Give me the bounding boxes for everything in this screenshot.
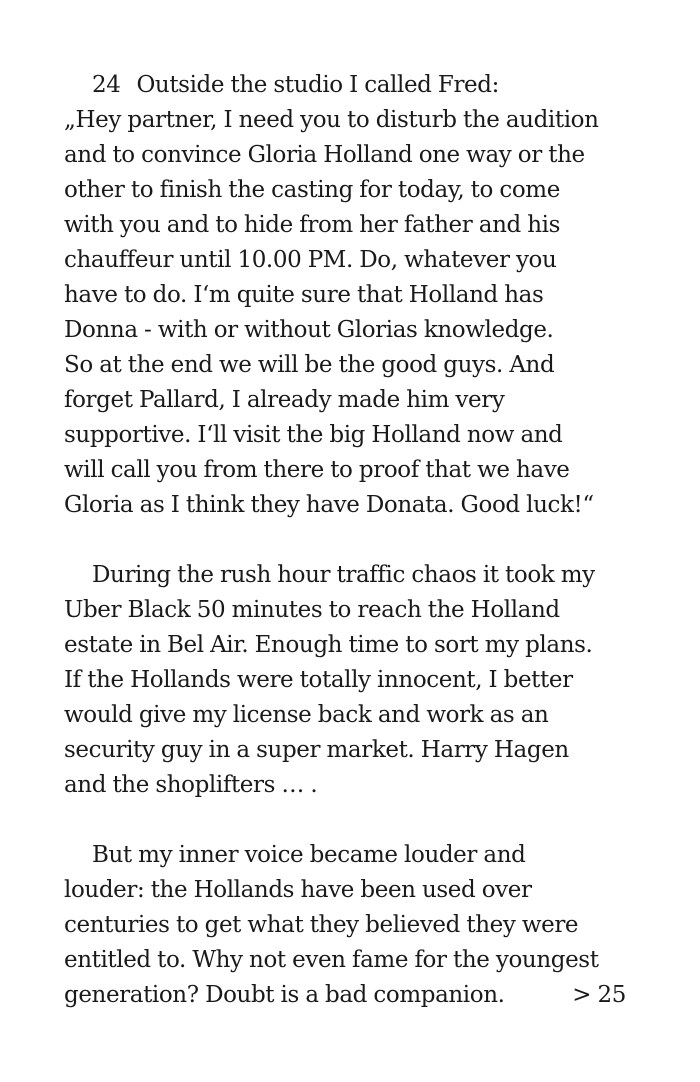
paragraph-1-opening: Outside the studio I called Fred: (136, 72, 499, 98)
text-line: entitled to. Why not even fame for the youngest (64, 947, 599, 973)
text-line: During the rush hour traffic chaos it took my (92, 562, 595, 588)
text-line-last (64, 978, 626, 1013)
text-line: louder: the Hollands have been used over (64, 877, 532, 903)
page-number: 24 (92, 72, 121, 98)
text-line: forget Pallard, I already made him very (64, 387, 505, 413)
next-page-indicator: > 25 (572, 982, 626, 1008)
text-line: supportive. I‘ll visit the big Holland now and (64, 422, 563, 448)
text-line: Uber Black 50 minutes to reach the Holland (64, 597, 560, 623)
paragraph-2 (64, 558, 654, 803)
text-line: have to do. I‘m quite sure that Holland has (64, 282, 544, 308)
text-line: chauffeur until 10.00 PM. Do, whatever you (64, 247, 557, 273)
text-line: centuries to get what they believed they were (64, 912, 579, 938)
final-sentence: generation? Doubt is a bad companion. (64, 982, 505, 1008)
text-line: security guy in a super market. Harry Hagen (64, 737, 569, 763)
text-line: Donna - with or without Glorias knowledge. (64, 317, 554, 343)
text-line: other to finish the casting for today, to come (64, 177, 560, 203)
text-line: with you and to hide from her father and his (64, 212, 560, 238)
text-line: and to convince Gloria Holland one way or the (64, 142, 585, 168)
paragraph-3 (64, 838, 654, 1013)
paragraph-1-first-line (64, 68, 654, 103)
text-line: But my inner voice became louder and (92, 842, 526, 868)
text-line: „Hey partner, I need you to disturb the audition (64, 107, 599, 133)
text-line: would give my license back and work as an (64, 702, 549, 728)
text-line: will call you from there to proof that we have (64, 457, 570, 483)
text-line: If the Hollands were totally innocent, I better (64, 667, 573, 693)
text-line: So at the end we will be the good guys. And (64, 352, 555, 378)
paragraph-1 (64, 68, 654, 523)
text-line: and the shoplifters … . (64, 772, 318, 798)
text-line: estate in Bel Air. Enough time to sort my plans. (64, 632, 593, 658)
text-line: Gloria as I think they have Donata. Good luck!“ (64, 492, 594, 518)
